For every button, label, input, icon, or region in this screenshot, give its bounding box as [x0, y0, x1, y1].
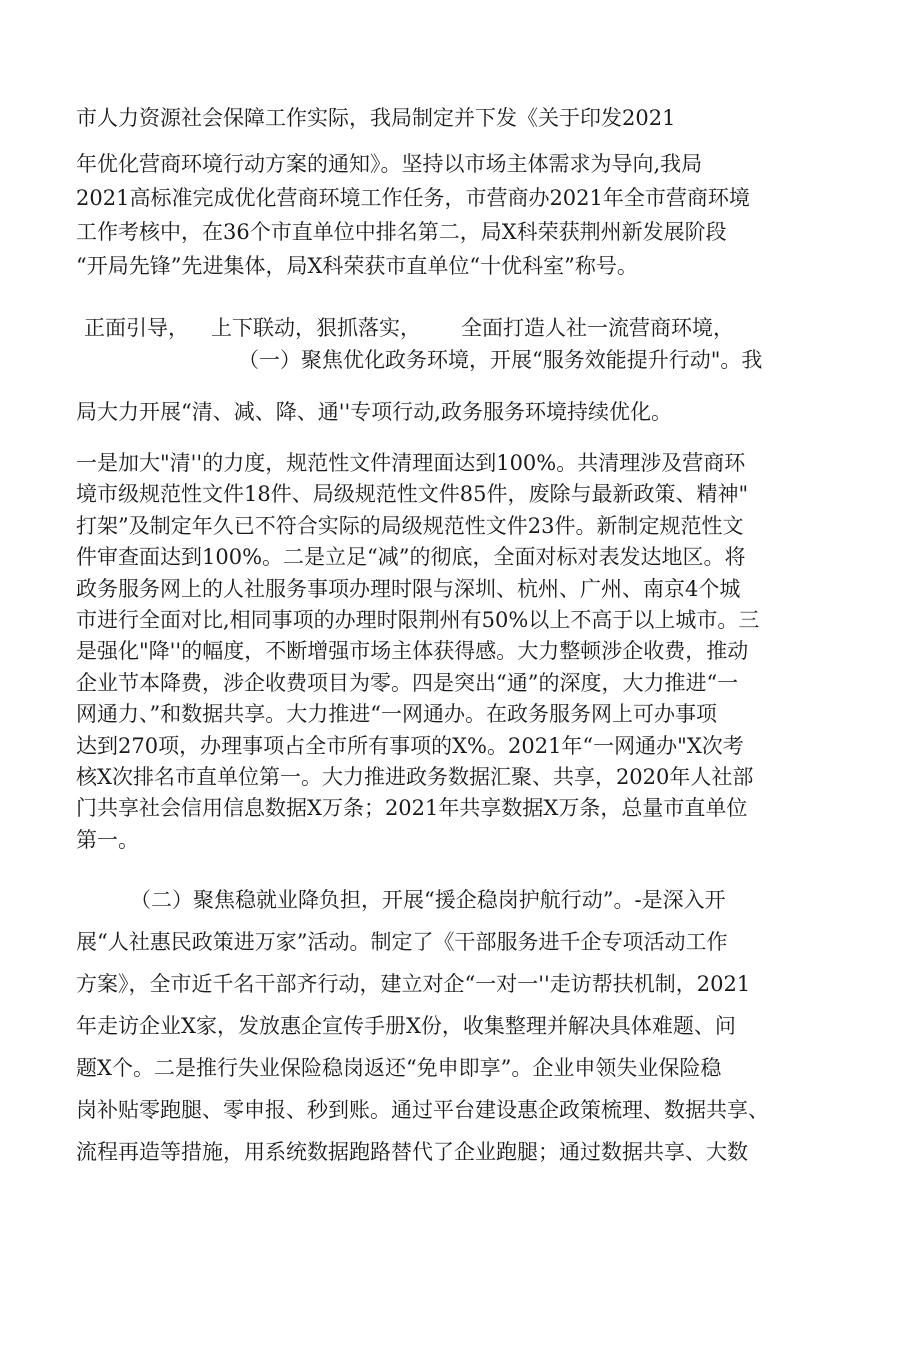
dense-line: 企业节本降费，涉企收费项目为零。四是突出“通”的深度，大力推进“一 — [76, 670, 739, 695]
section2-line-7: 流程再造等措施，用系统数据跑路替代了企业跑腿；通过数据共享、大数 — [76, 1140, 748, 1164]
heading-part-2: 上下联动，狠抓落实， — [211, 316, 421, 340]
section2-line-2: 展“人社惠民政策进万家”活动。制定了《干部服务进千企专项活动工作 — [76, 930, 728, 954]
section2-line-4: 年走访企业X家，发放惠企宣传手册X份，收集整理并解决具体难题、问 — [76, 1014, 736, 1038]
dense-line: 境市级规范性文件18件、局级规范性文件85件，废除与最新政策、精神" — [76, 482, 749, 507]
dense-paragraph — [76, 448, 759, 856]
para1-line-1: 市人力资源社会保障工作实际，我局制定并下发《关于印发2021 — [76, 106, 676, 130]
dense-line: 一是加大"清''的力度，规范性文件清理面达到100%。共清理涉及营商环 — [76, 451, 746, 475]
dense-line: 是强化"降''的幅度，不断增强市场主体获得感。大力整顿涉企收费，推动 — [76, 639, 749, 664]
para1-line-4: 工作考核中，在36个市直单位中排名第二，局X科荣获荆州新发展阶段 — [76, 220, 727, 244]
heading-part-1: 正面引导， — [84, 316, 189, 340]
dense-line: 件审查面达到100%。二是立足“减”的彻底，全面对标对表发达地区。将 — [76, 545, 746, 570]
para1-line-3: 2021高标准完成优化营商环境工作任务，市营商办2021年全市营商环境 — [76, 186, 750, 210]
section2-line-6: 岗补贴零跑腿、零申报、秒到账。通过平台建设惠企政策梳理、数据共享、 — [76, 1098, 769, 1122]
section2-line-1: （二）聚焦稳就业降负担，开展“援企稳岗护航行动”。-是深入开 — [130, 888, 726, 912]
section2-line-3: 方案》，全市近千名干部齐行动，建立对企“一对一''走访帮扶机制，2021 — [76, 972, 751, 996]
dense-line: 第一。 — [76, 827, 139, 852]
dense-line: 政务服务网上的人社服务事项办理时限与深圳、杭州、广州、南京4个城 — [76, 576, 741, 601]
dense-line: 核X次排名市直单位第一。大力推进政务数据汇聚、共享，2020年人社部 — [76, 765, 754, 790]
dense-line: 网通力、”和数据共享。大力推进“一网通办。在政务服务网上可办事项 — [76, 702, 717, 727]
section2-line-5: 题X个。二是推行失业保险稳岗返还“免申即享”。企业申领失业保险稳 — [76, 1056, 722, 1080]
dense-line: 市进行全面对比,相同事项的办理时限荆州有50%以上不高于以上城市。三 — [76, 608, 760, 633]
para1-line-5: “开局先锋”先进集体，局X科荣获市直单位“十优科室”称号。 — [76, 254, 638, 278]
dense-line: 门共享社会信用信息数据X万条；2021年共享数据X万条，总量市直单位 — [76, 796, 748, 821]
para1-line-2: 年优化营商环境行动方案的通知》。坚持以市场主体需求为导向,我局 — [76, 152, 703, 176]
dense-line: 达到270项，办理事项占全市所有事项的X%。2021年“一网通办"X次考 — [76, 733, 744, 758]
heading-line — [84, 314, 734, 342]
section1-title: （一）聚焦优化政务环境，开展“服务效能提升行动"。我 — [238, 348, 763, 372]
heading-part-3: 全面打造人社一流营商环境， — [461, 316, 734, 340]
dense-line: 打架”及制定年久已不符合实际的局级规范性文件23件。新制定规范性文 — [76, 513, 744, 538]
section1-line-2: 局大力开展“清、减、降、通''专项行动,政务服务环境持续优化。 — [76, 400, 672, 424]
